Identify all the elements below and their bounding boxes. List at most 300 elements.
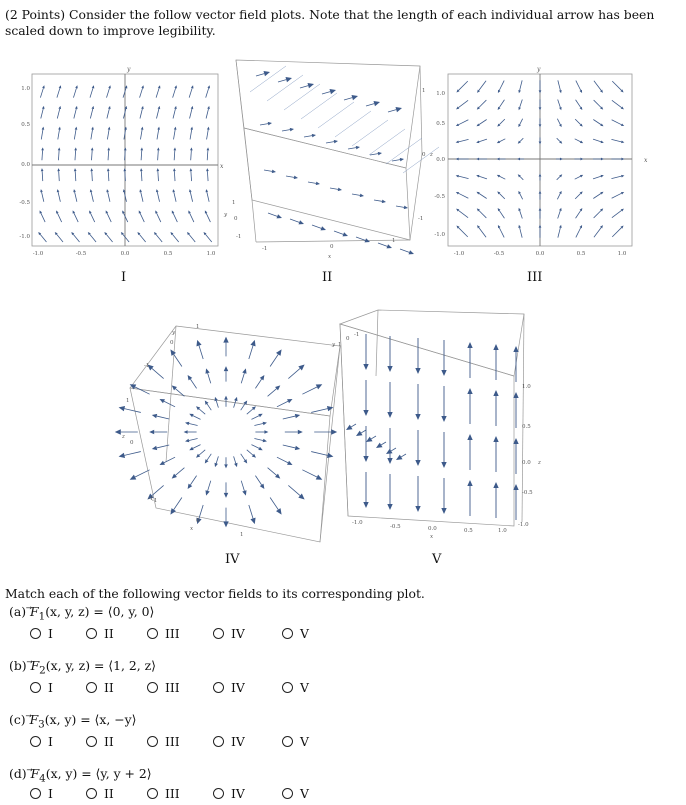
field-arrowhead bbox=[456, 158, 459, 161]
option-d-ii[interactable]: II bbox=[86, 786, 114, 801]
question-a-sub: 1 bbox=[38, 610, 46, 623]
field-arrow bbox=[593, 193, 601, 198]
field-arrowhead bbox=[404, 206, 408, 210]
option-a-iii[interactable]: III bbox=[147, 626, 180, 641]
field-arrowhead bbox=[58, 106, 61, 109]
field-arrow bbox=[106, 234, 112, 242]
field-arrowhead bbox=[387, 366, 392, 372]
field-arrow bbox=[459, 81, 468, 90]
field-arrowhead bbox=[441, 508, 446, 514]
radio-circle-icon bbox=[213, 628, 224, 639]
field-arrowhead bbox=[156, 189, 159, 192]
question-a-letter: (a) bbox=[9, 604, 27, 619]
field-arrow bbox=[268, 468, 277, 476]
option-a-v[interactable]: V bbox=[282, 626, 309, 641]
field-arrowhead bbox=[170, 349, 176, 355]
field-arrow bbox=[256, 74, 264, 76]
field-arrowhead bbox=[351, 95, 358, 100]
field-arrowhead bbox=[382, 200, 386, 204]
field-arrowhead bbox=[493, 344, 498, 350]
option-b-v[interactable]: V bbox=[282, 680, 309, 695]
field-arrow bbox=[73, 88, 76, 98]
plot-iv-canvas bbox=[116, 312, 342, 544]
field-arrow bbox=[173, 213, 177, 222]
plot-iii-ytick: 0.5 bbox=[436, 121, 445, 127]
field-arrow bbox=[277, 457, 288, 463]
field-arrow bbox=[282, 130, 290, 131]
field-arrow bbox=[190, 130, 192, 140]
field-arrow bbox=[141, 171, 142, 181]
plot-iv-ztick: 0 bbox=[130, 440, 134, 446]
field-arrow bbox=[156, 109, 158, 119]
field-arrowhead bbox=[559, 225, 562, 228]
match-heading: Match each of the following vector fields to its corresponding plot. bbox=[5, 586, 425, 601]
field-arrowhead bbox=[141, 85, 144, 88]
field-arrow bbox=[520, 211, 523, 219]
field-arrow bbox=[191, 150, 192, 160]
field-arrowhead bbox=[539, 174, 542, 177]
field-arrow bbox=[174, 171, 175, 181]
plot-iii-ytick: -1.0 bbox=[434, 232, 445, 238]
field-arrow bbox=[304, 136, 312, 137]
field-arrow bbox=[374, 200, 382, 201]
field-arrowhead bbox=[123, 168, 126, 171]
field-arrow bbox=[558, 80, 560, 90]
field-arrowhead bbox=[260, 484, 265, 489]
field-arrow bbox=[174, 354, 182, 366]
field-arrow bbox=[174, 497, 182, 509]
field-arrowhead bbox=[386, 449, 393, 454]
field-arrowhead bbox=[272, 170, 276, 174]
field-arrow bbox=[247, 409, 253, 414]
field-arrowhead bbox=[140, 147, 143, 150]
field-arrow bbox=[594, 81, 601, 91]
field-arrow bbox=[300, 86, 308, 88]
field-arrow bbox=[156, 234, 162, 242]
radio-circle-icon bbox=[30, 628, 41, 639]
option-c-v[interactable]: V bbox=[282, 734, 309, 749]
field-arrow bbox=[208, 481, 211, 491]
field-arrowhead bbox=[580, 158, 583, 161]
field-arrowhead bbox=[441, 416, 446, 422]
field-arrow bbox=[499, 100, 504, 108]
field-arrow bbox=[193, 416, 201, 420]
option-b-iv[interactable]: IV bbox=[213, 680, 245, 695]
field-arrow bbox=[352, 194, 360, 195]
field-arrow bbox=[249, 505, 253, 518]
field-arrow bbox=[520, 228, 522, 238]
plot-iii-ytick: 1.0 bbox=[436, 91, 445, 97]
field-arrow bbox=[251, 445, 259, 449]
plot-ii-z-name: z bbox=[430, 152, 433, 158]
field-arrowhead bbox=[356, 431, 363, 436]
field-arrow bbox=[479, 193, 487, 198]
field-arrow bbox=[520, 99, 523, 107]
field-arrowhead bbox=[400, 158, 404, 162]
radio-circle-icon bbox=[86, 628, 97, 639]
field-arrowhead bbox=[206, 189, 209, 192]
radio-circle-icon bbox=[147, 682, 158, 693]
field-arrowhead bbox=[513, 346, 518, 352]
field-arrowhead bbox=[378, 152, 382, 156]
field-arrowhead bbox=[559, 90, 562, 93]
field-arrow bbox=[288, 485, 300, 495]
plot-iv-x-name: x bbox=[190, 526, 194, 532]
field-arrowhead bbox=[73, 189, 76, 192]
field-arrowhead bbox=[243, 459, 247, 463]
field-arrow bbox=[400, 249, 409, 252]
field-arrow bbox=[499, 228, 504, 238]
plot-i bbox=[14, 62, 224, 272]
plot-i-xtick: -0.5 bbox=[75, 251, 87, 257]
field-arrowhead bbox=[149, 430, 154, 435]
field-arrow bbox=[322, 92, 330, 94]
field-arrowhead bbox=[467, 342, 472, 348]
question-a-label bbox=[9, 604, 154, 622]
field-arrowhead bbox=[343, 232, 348, 236]
field-arrow bbox=[288, 368, 300, 378]
field-arrow bbox=[74, 130, 76, 140]
field-arrow bbox=[499, 193, 504, 198]
field-arrowhead bbox=[42, 85, 45, 88]
plot-iv-xtick: -1 bbox=[152, 498, 158, 504]
option-a-ii[interactable]: II bbox=[86, 626, 114, 641]
field-arrowhead bbox=[90, 189, 93, 192]
field-arrowhead bbox=[539, 90, 542, 93]
field-arrow bbox=[173, 88, 176, 98]
plot-v-ztick: 0.5 bbox=[522, 424, 531, 430]
field-arrow bbox=[344, 98, 352, 100]
field-arrow bbox=[330, 188, 338, 189]
field-arrow bbox=[459, 120, 469, 125]
field-arrowhead bbox=[75, 85, 78, 88]
field-arrowhead bbox=[214, 463, 217, 467]
field-arrow bbox=[611, 139, 621, 141]
plot-v-xtick: 1.0 bbox=[498, 528, 507, 534]
field-arrowhead bbox=[152, 414, 157, 418]
field-arrowhead bbox=[206, 168, 209, 171]
field-arrowhead bbox=[356, 146, 360, 150]
field-arrowhead bbox=[476, 141, 479, 144]
field-arrow bbox=[92, 150, 93, 160]
field-arrowhead bbox=[601, 175, 604, 178]
field-arrow bbox=[576, 211, 581, 219]
field-arrow bbox=[396, 206, 404, 207]
option-d-v[interactable]: V bbox=[282, 786, 309, 801]
field-arrow bbox=[173, 109, 175, 119]
field-streak bbox=[301, 93, 337, 119]
field-streak bbox=[250, 66, 286, 92]
field-arrowhead bbox=[42, 106, 45, 109]
field-arrow bbox=[207, 150, 208, 160]
field-arrow bbox=[558, 211, 561, 219]
field-arrowhead bbox=[152, 446, 157, 450]
field-arrowhead bbox=[295, 414, 300, 418]
field-arrowhead bbox=[441, 370, 446, 376]
field-arrow bbox=[459, 139, 469, 141]
field-arrow bbox=[157, 130, 159, 140]
question-b-field: F bbox=[30, 658, 40, 673]
radio-circle-icon bbox=[147, 628, 158, 639]
question-c-field: F bbox=[29, 712, 39, 727]
option-d-iv[interactable]: IV bbox=[213, 786, 245, 801]
field-arrowhead bbox=[559, 107, 562, 110]
field-arrowhead bbox=[91, 147, 94, 150]
field-arrowhead bbox=[158, 85, 161, 88]
field-arrow bbox=[190, 213, 194, 222]
plot-iv-z-name: z bbox=[122, 434, 125, 440]
field-arrowhead bbox=[41, 147, 44, 150]
question-c-label bbox=[9, 712, 136, 730]
field-streak bbox=[284, 84, 320, 110]
field-arrowhead bbox=[157, 127, 160, 130]
field-arrowhead bbox=[363, 456, 368, 462]
option-b-ii[interactable]: II bbox=[86, 680, 114, 695]
plot-label-i: I bbox=[121, 270, 127, 285]
field-arrow bbox=[58, 150, 59, 160]
field-arrow bbox=[74, 213, 78, 222]
radio-circle-icon bbox=[86, 788, 97, 799]
field-arrow bbox=[576, 228, 581, 238]
field-arrow bbox=[152, 485, 164, 495]
field-arrow bbox=[207, 171, 208, 181]
field-arrow bbox=[247, 450, 253, 455]
field-arrowhead bbox=[493, 390, 498, 396]
field-arrowhead bbox=[205, 490, 209, 495]
field-streak bbox=[369, 129, 405, 155]
field-arrowhead bbox=[456, 175, 459, 178]
field-arrow bbox=[41, 109, 43, 119]
field-arrow bbox=[40, 88, 43, 98]
field-arrow bbox=[158, 171, 159, 181]
option-d-iii[interactable]: III bbox=[147, 786, 180, 801]
field-arrow bbox=[356, 237, 365, 240]
field-arrowhead bbox=[415, 368, 420, 374]
field-arrowhead bbox=[456, 141, 459, 144]
field-arrow bbox=[366, 104, 374, 106]
field-arrow bbox=[520, 119, 523, 125]
field-arrow bbox=[270, 497, 278, 509]
plot-v-xtick: 0.0 bbox=[428, 526, 437, 532]
field-arrowhead bbox=[174, 85, 177, 88]
field-arrow bbox=[41, 130, 43, 140]
field-arrowhead bbox=[91, 127, 94, 130]
field-arrowhead bbox=[263, 439, 267, 443]
field-arrow bbox=[141, 150, 142, 160]
field-arrow bbox=[612, 120, 622, 125]
field-arrow bbox=[193, 445, 201, 449]
plot-i-ytick: 0.5 bbox=[21, 122, 30, 128]
field-arrow bbox=[174, 192, 176, 202]
field-arrowhead bbox=[75, 127, 78, 130]
field-arrow bbox=[58, 192, 60, 202]
plot-v-y-name: y bbox=[332, 342, 336, 348]
field-arrowhead bbox=[290, 128, 294, 132]
plot-v-ytick: 0 bbox=[346, 336, 350, 342]
field-arrow bbox=[164, 401, 175, 407]
field-arrow bbox=[208, 373, 211, 383]
plot-iii-xtick: 1.0 bbox=[617, 251, 627, 257]
field-arrow bbox=[42, 192, 44, 202]
field-arrowhead bbox=[119, 406, 125, 411]
field-arrowhead bbox=[108, 127, 111, 130]
plot-i-ytick: -1.0 bbox=[19, 234, 30, 240]
radio-circle-icon bbox=[282, 682, 293, 693]
field-arrowhead bbox=[263, 422, 267, 426]
field-arrowhead bbox=[263, 71, 270, 76]
field-arrowhead bbox=[539, 208, 542, 211]
field-arrow bbox=[264, 170, 272, 171]
field-arrowhead bbox=[242, 490, 246, 495]
field-arrow bbox=[241, 454, 245, 460]
field-arrow bbox=[205, 234, 211, 242]
plot-v-ztick: 0.0 bbox=[522, 460, 531, 466]
field-arrow bbox=[135, 470, 150, 477]
plot-v-canvas bbox=[326, 304, 554, 540]
plot-iii bbox=[426, 62, 656, 272]
field-arrowhead bbox=[298, 430, 303, 435]
question-d-label bbox=[9, 766, 152, 784]
field-arrow bbox=[286, 176, 294, 177]
field-arrowhead bbox=[409, 250, 414, 254]
radio-circle-icon bbox=[213, 682, 224, 693]
option-c-i[interactable]: I bbox=[30, 734, 53, 749]
option-b-i[interactable]: I bbox=[30, 680, 53, 695]
option-a-iv[interactable]: IV bbox=[213, 626, 245, 641]
field-arrowhead bbox=[190, 127, 193, 130]
option-c-ii[interactable]: II bbox=[86, 734, 114, 749]
field-arrowhead bbox=[387, 244, 392, 248]
question-a-field: F bbox=[30, 604, 39, 619]
field-arrowhead bbox=[185, 422, 189, 426]
field-arrowhead bbox=[74, 147, 77, 150]
field-arrowhead bbox=[108, 85, 111, 88]
field-arrow bbox=[594, 100, 601, 107]
field-arrowhead bbox=[334, 140, 338, 144]
field-arrowhead bbox=[396, 455, 403, 460]
field-arrow bbox=[164, 457, 175, 463]
field-arrowhead bbox=[207, 147, 210, 150]
option-c-iv[interactable]: IV bbox=[213, 734, 245, 749]
field-arrowhead bbox=[285, 77, 292, 82]
radio-circle-icon bbox=[30, 788, 41, 799]
field-arrowhead bbox=[294, 176, 298, 180]
field-arrowhead bbox=[518, 90, 521, 93]
field-arrowhead bbox=[224, 366, 229, 371]
field-arrow bbox=[152, 368, 164, 378]
field-arrow bbox=[90, 213, 94, 222]
field-arrow bbox=[575, 176, 581, 179]
field-arrow bbox=[499, 176, 505, 179]
field-arrowhead bbox=[191, 85, 194, 88]
field-arrowhead bbox=[559, 208, 562, 211]
field-arrowhead bbox=[277, 214, 282, 218]
field-arrowhead bbox=[224, 464, 228, 468]
question-a-formula: (x, y, z) = ⟨0, y, 0⟩ bbox=[45, 604, 155, 619]
field-arrowhead bbox=[156, 168, 159, 171]
field-arrowhead bbox=[139, 189, 142, 192]
field-arrowhead bbox=[207, 127, 210, 130]
field-arrow bbox=[91, 130, 93, 140]
field-arrow bbox=[174, 130, 176, 140]
option-c-iii[interactable]: III bbox=[147, 734, 180, 749]
field-arrow bbox=[216, 401, 218, 408]
plot-label-ii: II bbox=[322, 270, 333, 285]
field-arrowhead bbox=[539, 141, 542, 144]
field-arrow bbox=[361, 430, 366, 433]
field-arrowhead bbox=[59, 85, 62, 88]
field-arrowhead bbox=[295, 446, 300, 450]
field-arrow bbox=[140, 130, 142, 140]
field-arrow bbox=[216, 456, 218, 463]
field-arrowhead bbox=[173, 168, 176, 171]
field-arrowhead bbox=[119, 453, 125, 458]
field-arrow bbox=[59, 171, 60, 181]
field-arrow bbox=[199, 505, 203, 518]
plot-v-x-name: x bbox=[430, 534, 434, 540]
plot-v-ztick: 1.0 bbox=[522, 384, 531, 390]
question-b-sub: 2 bbox=[39, 664, 46, 677]
radio-circle-icon bbox=[86, 682, 97, 693]
plot-iii-xtick: 0.0 bbox=[535, 251, 545, 257]
field-arrowhead bbox=[141, 106, 144, 109]
field-arrow bbox=[479, 120, 487, 125]
field-arrowhead bbox=[467, 434, 472, 440]
option-d-i[interactable]: I bbox=[30, 786, 53, 801]
field-arrow bbox=[371, 436, 376, 439]
field-arrow bbox=[206, 213, 210, 222]
option-a-i[interactable]: I bbox=[30, 626, 53, 641]
field-arrow bbox=[255, 379, 261, 388]
field-arrow bbox=[189, 439, 198, 441]
plot-i-canvas bbox=[14, 62, 224, 272]
field-arrow bbox=[73, 234, 79, 242]
plot-i-xtick: 0.0 bbox=[120, 251, 130, 257]
field-arrow bbox=[351, 424, 356, 427]
field-arrowhead bbox=[172, 189, 175, 192]
plot-iv bbox=[116, 312, 342, 544]
field-arrow bbox=[268, 213, 277, 216]
field-arrow bbox=[108, 150, 109, 160]
field-arrowhead bbox=[115, 429, 121, 434]
field-arrowhead bbox=[539, 124, 542, 127]
field-arrow bbox=[57, 109, 59, 119]
field-arrow bbox=[401, 454, 406, 457]
question-d-options bbox=[30, 786, 350, 802]
field-arrowhead bbox=[42, 127, 45, 130]
plot-ii-ytick: 0 bbox=[234, 216, 238, 222]
field-arrow bbox=[207, 192, 209, 202]
field-arrow bbox=[175, 468, 184, 476]
field-arrowhead bbox=[184, 430, 188, 434]
field-arrowhead bbox=[57, 168, 60, 171]
option-b-iii[interactable]: III bbox=[147, 680, 180, 695]
field-arrowhead bbox=[493, 482, 498, 488]
plot-ii-y-name: y bbox=[224, 212, 228, 218]
plot-v-ztick: -0.5 bbox=[522, 490, 533, 496]
field-arrowhead bbox=[57, 189, 60, 192]
field-arrow bbox=[479, 210, 486, 217]
field-arrowhead bbox=[276, 349, 282, 355]
radio-circle-icon bbox=[282, 736, 293, 747]
field-arrowhead bbox=[387, 412, 392, 418]
field-arrow bbox=[557, 176, 560, 179]
field-arrowhead bbox=[476, 175, 479, 178]
field-arrow bbox=[594, 228, 601, 238]
field-arrowhead bbox=[141, 127, 144, 130]
field-arrowhead bbox=[376, 443, 383, 448]
field-arrow bbox=[520, 80, 522, 90]
